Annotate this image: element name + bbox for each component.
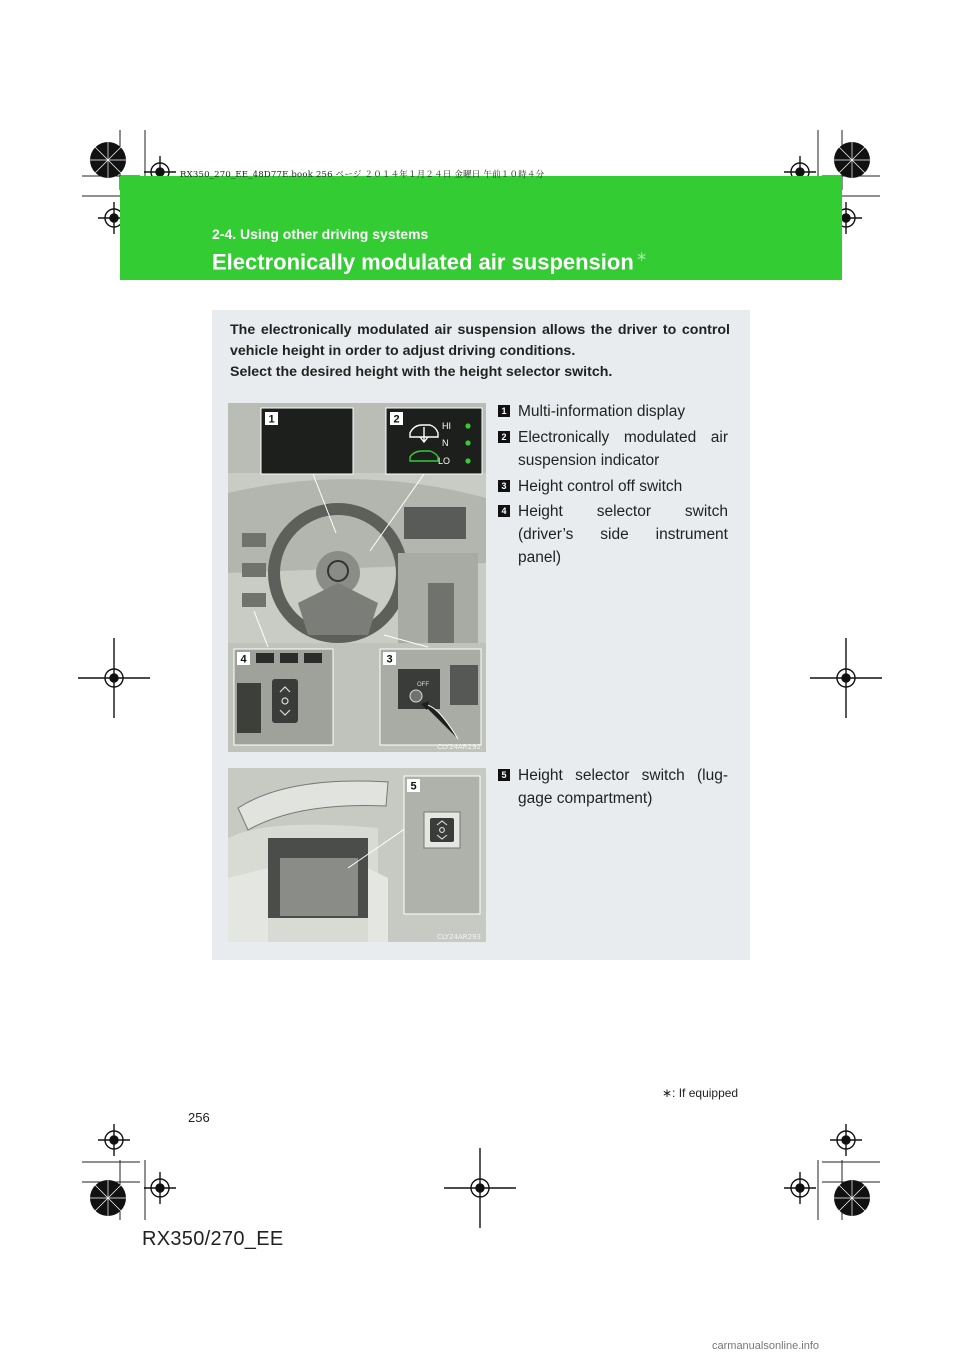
legend-text: suspension indicator xyxy=(518,452,660,469)
book-file-line: RX350_270_EE_48D77E.book 256 ページ ２０１４年１月２４日 金曜日 午前１０時４分 xyxy=(180,170,545,180)
title-text: Electronically modulated air suspension xyxy=(212,249,634,275)
level-hi: HI xyxy=(442,421,451,431)
cockpit-illustration xyxy=(228,403,486,752)
legend-number: 1 xyxy=(498,405,510,417)
callout-4: 4 xyxy=(240,653,247,666)
legend-item xyxy=(498,500,728,569)
legend-item xyxy=(498,426,728,472)
callout-3: 3 xyxy=(386,653,393,666)
callout-2: 2 xyxy=(393,413,400,426)
watermark: carmanualsonline.info xyxy=(712,1340,820,1352)
legend-text: (driver’s side instrument xyxy=(518,526,728,543)
intro-line: vehicle height in order to adjust driving conditions. xyxy=(230,343,576,359)
legend-text: Height selector switch (lug- xyxy=(518,767,728,784)
figure-code: CLY24AR293 xyxy=(436,933,481,941)
page-number: 256 xyxy=(188,1110,210,1125)
figure-code: CLY24AR292 xyxy=(436,743,481,751)
legend-number: 3 xyxy=(498,480,510,492)
legend-number: 4 xyxy=(498,505,510,517)
level-n: N xyxy=(442,438,449,448)
callout-1: 1 xyxy=(268,413,275,426)
intro-line: Select the desired height with the height selector switch. xyxy=(230,364,613,380)
legend-text: gage compartment) xyxy=(518,790,653,807)
intro-paragraph xyxy=(230,320,730,383)
off-label: OFF xyxy=(417,682,429,688)
intro-line: The electronically modulated air suspension allows the driver to control xyxy=(230,322,730,338)
legend-text: Height control off switch xyxy=(518,478,683,495)
height-control-off-button-icon xyxy=(410,690,422,702)
legend-text: Multi-information display xyxy=(518,403,686,420)
footnote: ∗: If equipped xyxy=(662,1086,739,1100)
legend-number: 2 xyxy=(498,431,510,443)
model-code: RX350/270_EE xyxy=(142,1228,284,1250)
legend-text: Electronically modulated air xyxy=(518,429,728,446)
indicator-dot-hi xyxy=(465,423,470,428)
legend-item xyxy=(498,764,728,810)
page-title xyxy=(212,248,648,275)
title-asterisk: ∗ xyxy=(635,248,648,264)
indicator-dot-lo xyxy=(465,458,470,463)
legend-item xyxy=(498,475,728,498)
legend-text: Height selector switch xyxy=(518,503,728,520)
callout-5: 5 xyxy=(410,780,417,793)
legend-item xyxy=(498,400,728,423)
section-heading: 2-4. Using other driving systems xyxy=(212,226,429,242)
indicator-dot-n xyxy=(465,440,470,445)
level-lo: LO xyxy=(438,456,451,466)
legend-text: panel) xyxy=(518,549,562,566)
luggage-compartment-illustration xyxy=(228,768,486,942)
legend-number: 5 xyxy=(498,769,510,781)
